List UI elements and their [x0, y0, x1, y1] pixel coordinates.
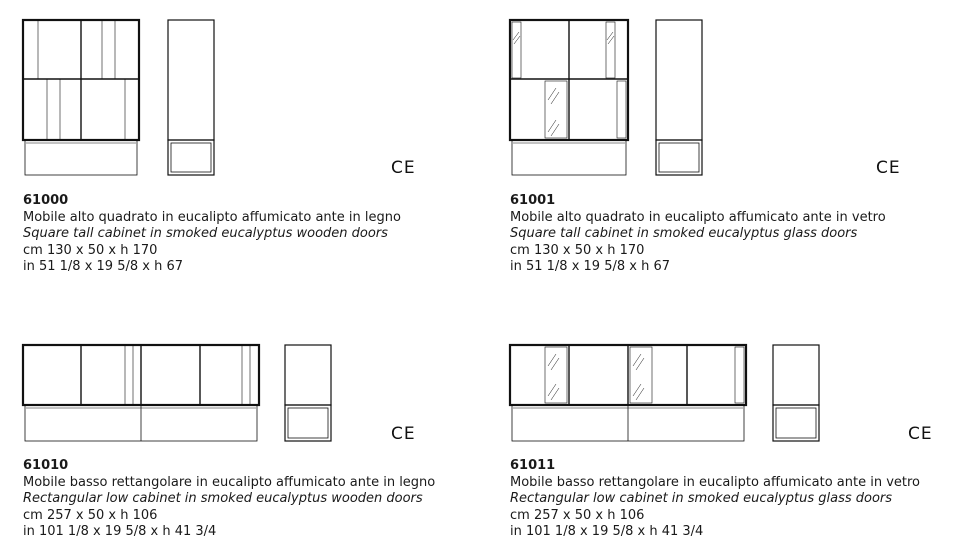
product-name-it: Mobile basso rettangolare in eucalipto affumicato ante in vetro [510, 474, 921, 490]
product-name-it: Mobile alto quadrato in eucalipto affumicato ante in vetro [510, 209, 886, 225]
ce-mark: CE [391, 424, 416, 444]
dimensions-in: in 51 1/8 x 19 5/8 x h 67 [510, 259, 671, 274]
product-code: 61001 [510, 193, 556, 208]
product-name-en: Square tall cabinet in smoked eucalyptus wooden doors [23, 226, 388, 241]
ce-mark: CE [876, 158, 901, 178]
product-name-it: Mobile basso rettangolare in eucalipto affumicato ante in legno [23, 474, 436, 490]
product-code: 61011 [510, 458, 556, 473]
dimensions-cm: cm 257 x 50 x h 106 [23, 507, 158, 523]
dimensions-in: in 101 1/8 x 19 5/8 x h 41 3/4 [510, 524, 704, 539]
dimensions-cm: cm 257 x 50 x h 106 [510, 507, 645, 523]
product-name-it: Mobile alto quadrato in eucalipto affumicato ante in legno [23, 209, 401, 225]
product-name-en: Square tall cabinet in smoked eucalyptus glass doors [510, 226, 858, 241]
ce-mark: CE [908, 424, 933, 444]
product-code: 61010 [23, 458, 69, 473]
product-name-en: Rectangular low cabinet in smoked eucalyptus glass doors [510, 491, 893, 506]
product-code: 61000 [23, 193, 69, 208]
dimensions-cm: cm 130 x 50 x h 170 [23, 242, 158, 258]
ce-mark: CE [391, 158, 416, 178]
dimensions-in: in 51 1/8 x 19 5/8 x h 67 [23, 259, 184, 274]
dimensions-in: in 101 1/8 x 19 5/8 x h 41 3/4 [23, 524, 217, 539]
dimensions-cm: cm 130 x 50 x h 170 [510, 242, 645, 258]
product-info [510, 458, 920, 541]
product-name-en: Rectangular low cabinet in smoked eucalyptus wooden doors [23, 491, 423, 506]
